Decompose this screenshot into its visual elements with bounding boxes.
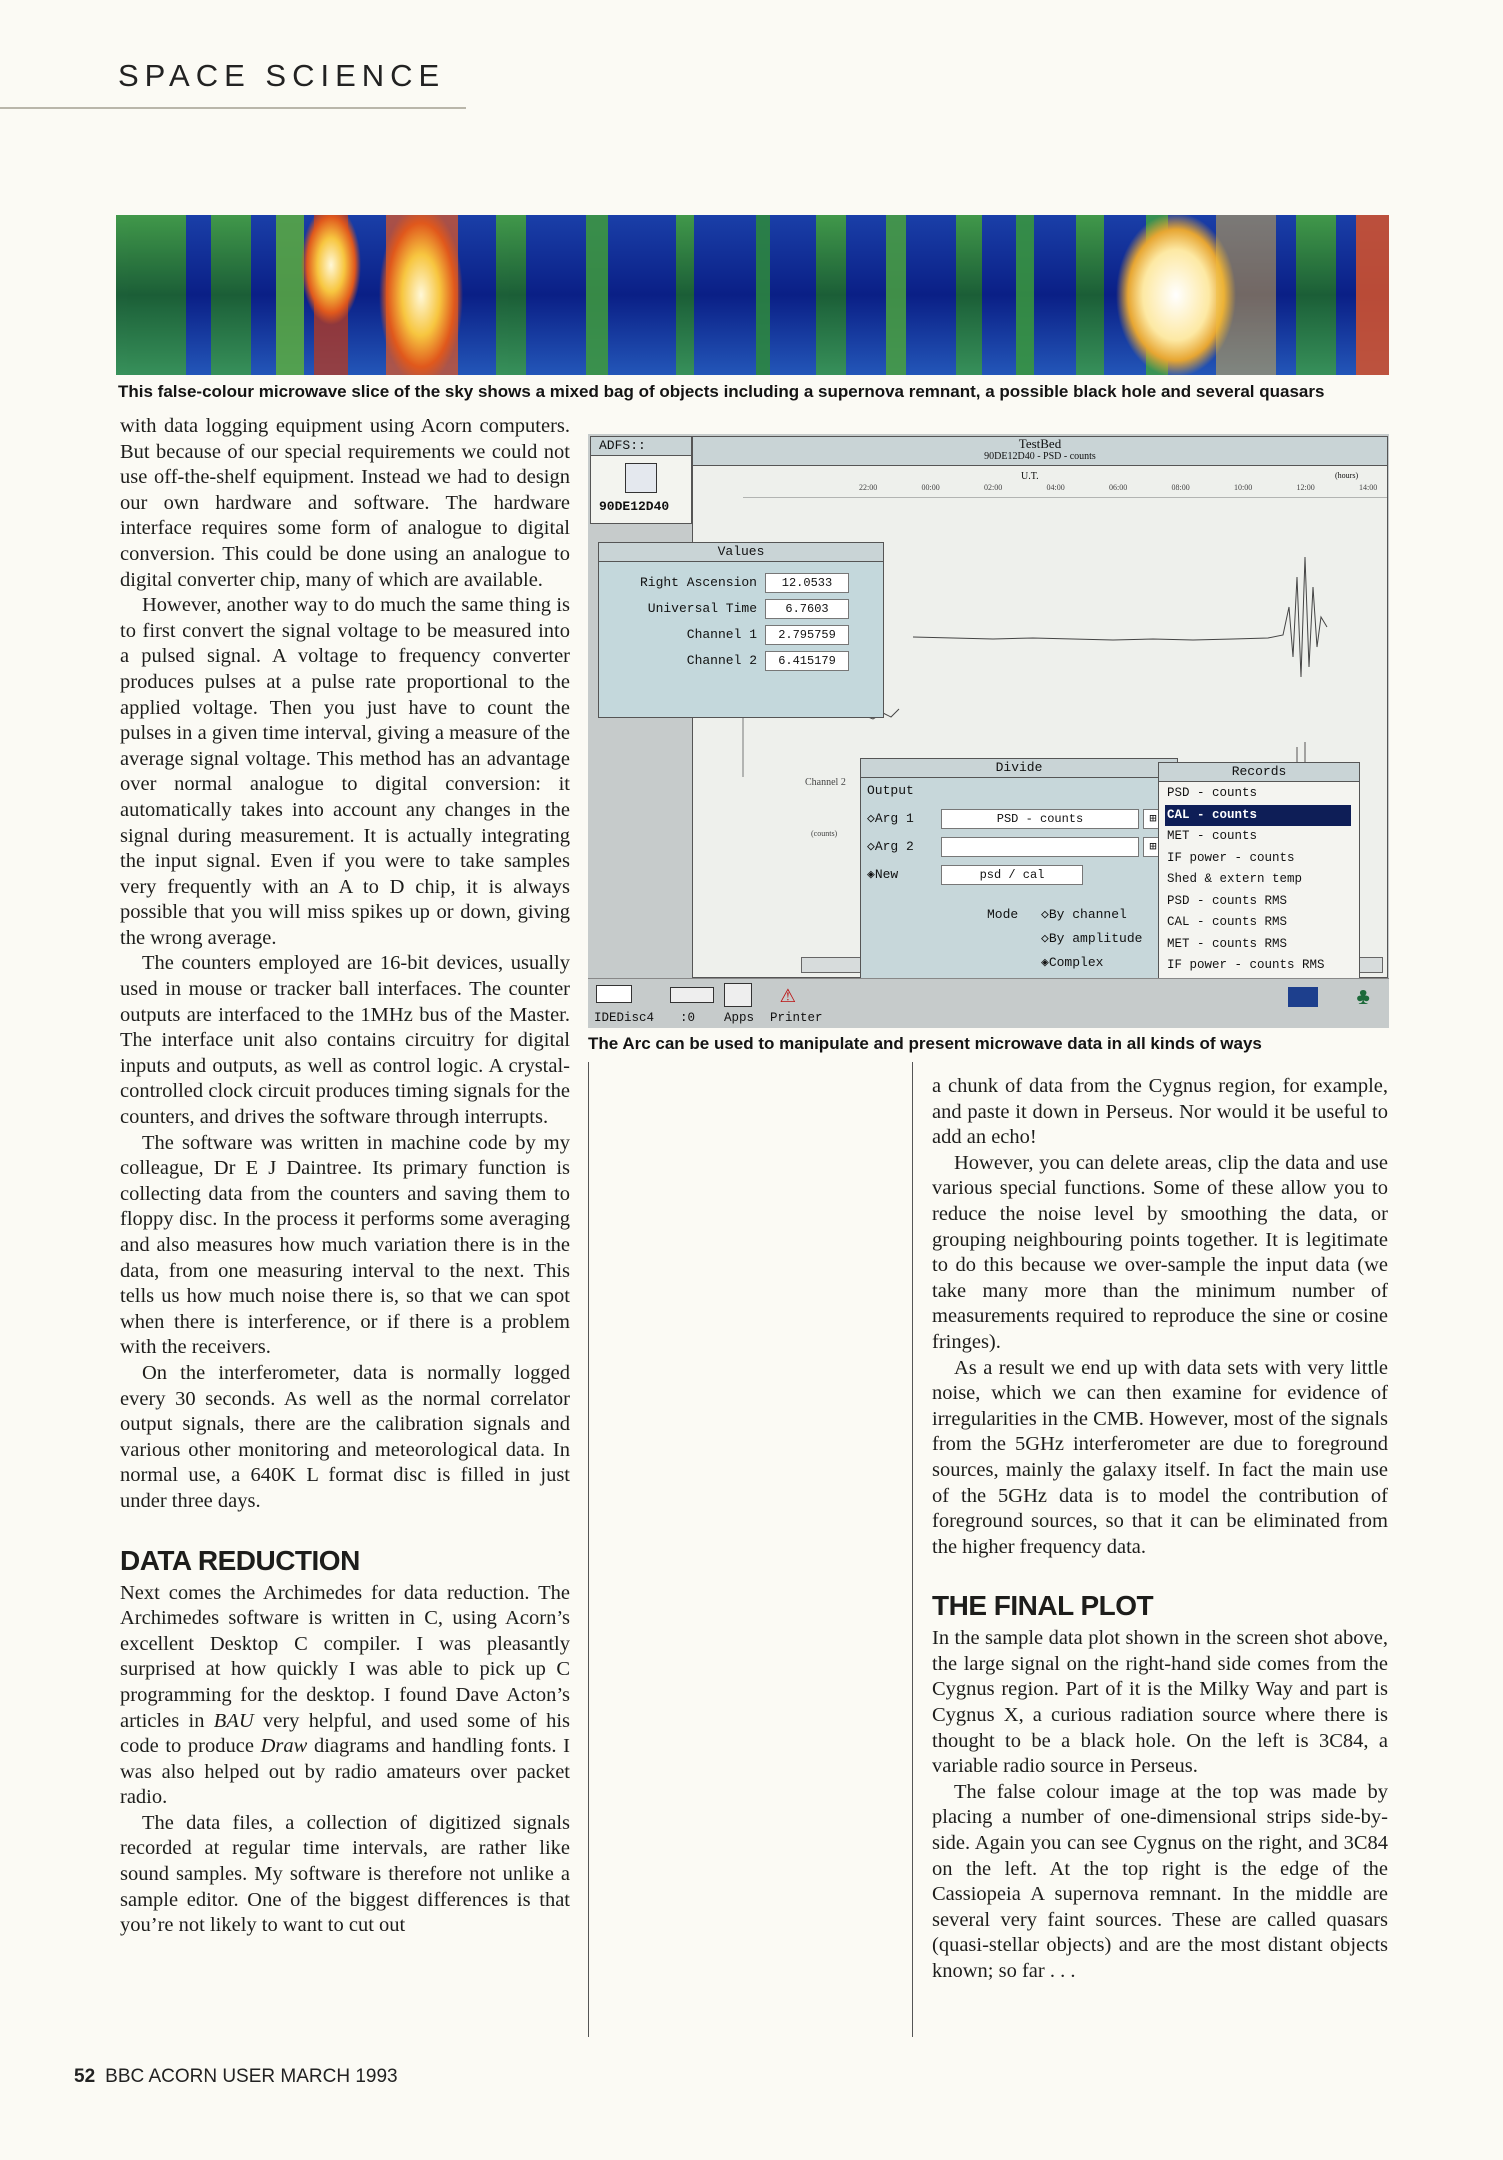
iconbar-label-idedisc: IDEDisc4 xyxy=(594,1011,655,1025)
arg2-field[interactable] xyxy=(941,837,1139,857)
col1-paragraph: On the interferometer, data is normally logged every 30 seconds. As well as the normal correlator output signals, there are the calibration signals and various other monitoring and meteorological data. In normal use, a 640K L format disc is filled in just under three days. xyxy=(120,1361,570,1512)
values-list xyxy=(599,571,883,675)
channel-2-axis-label: Channel 2 xyxy=(805,777,846,788)
counts-axis-label: (counts) xyxy=(811,829,838,838)
printer-warning-icon[interactable]: ⚠ xyxy=(780,980,796,1010)
arg1-radio[interactable]: ◇Arg 1 xyxy=(867,811,914,826)
values-label: Universal Time xyxy=(647,601,757,616)
arg2-menu-icon[interactable]: ⊞ xyxy=(1143,837,1163,857)
testbed-subtitle: 90DE12D40 - PSD - counts xyxy=(984,451,1096,462)
draw-title: Draw xyxy=(260,1735,308,1758)
ut-axis-label: U.T. xyxy=(1021,471,1039,482)
filer-window[interactable] xyxy=(590,436,692,524)
col1-paragraph: Next comes the Archimedes for data reduction. The Archimedes software is written in C, using Acorn’s excellent Desktop C compiler. I was pleasantly surprised at how quickly I was able to pick up C programming for the desktop. I found Dave Acton’s articles in BAU very helpful, and used some of his code to produce Draw diagrams and handling fonts. I was also helped out by radio amateurs over packet radio. xyxy=(120,1581,570,1809)
page-footer xyxy=(74,2066,398,2088)
col3-paragraph: The false colour image at the top was made by placing a number of one-dimensional strips side-by-side. Again you can see Cygnus on the right, and 3C84 on the left. At the top right is the edge of the Cassiopeia A supernova remnant. In the middle are several very faint sources. These are called quasars (quasi-stellar objects) and are the most distant objects known; so far . . . xyxy=(932,1780,1388,1982)
header-rule xyxy=(0,107,466,109)
acorn-icon[interactable]: ♣ xyxy=(1356,985,1371,1012)
records-titlebar: Records xyxy=(1159,763,1359,782)
values-window[interactable] xyxy=(598,542,884,718)
values-row xyxy=(599,571,883,597)
records-item[interactable]: IF power - counts xyxy=(1167,850,1295,865)
time-tick-label: 14:00 xyxy=(1359,483,1378,492)
records-item[interactable]: PSD - counts xyxy=(1167,786,1258,800)
values-field: 2.795759 xyxy=(765,625,849,645)
records-list xyxy=(1159,783,1359,977)
ram-disc-icon[interactable] xyxy=(670,987,714,1003)
false-colour-sky-image xyxy=(116,215,1389,375)
col1-paragraph: The data files, a collection of digitized signals recorded at regular time intervals, are rather like sound samples. My software is therefore not unlike a sample editor. One of the biggest differences is that you’re not likely to want to cut out xyxy=(120,1811,570,1937)
records-menu[interactable] xyxy=(1158,762,1360,982)
col1-paragraph: with data logging equipment using Acorn computers. But because of our special requirements we could not use off-the-shelf equipment. Instead we had to design our own hardware and software. The hardware interface requires some form of analogue to digital conversion. This could be done using an analogue to digital converter chip, many of which are available. xyxy=(120,415,570,591)
values-titlebar[interactable]: Values xyxy=(599,543,883,562)
records-item[interactable]: PSD - counts RMS xyxy=(1167,893,1288,908)
records-item[interactable]: IF power - counts RMS xyxy=(1167,958,1325,972)
time-tick-label: 10:00 xyxy=(1234,483,1253,492)
values-row xyxy=(599,597,883,623)
time-tick-label: 12:00 xyxy=(1296,483,1315,492)
testbed-title: TestBed xyxy=(1018,436,1062,451)
arg1-menu-icon[interactable]: ⊞ xyxy=(1143,809,1163,829)
records-item-selected[interactable]: CAL - counts xyxy=(1165,805,1351,827)
arc-desktop-screenshot xyxy=(588,434,1389,1028)
icon-bar xyxy=(588,978,1389,1028)
testbed-titlebar[interactable] xyxy=(693,437,1387,466)
col1-paragraph: The counters employed are 16-bit devices, usually used in mouse or tracker ball interfaces. The counter outputs are interfaced to the 1MHz bus of the Master. The interface unit also contains circuitry for digital inputs and outputs, as well as control logic. A crystal-controlled clock circuit produces timing signals for the counters, and drives the software through interrupts. xyxy=(120,952,570,1129)
iconbar-label-apps: Apps xyxy=(724,1011,755,1025)
col1-paragraph: The software was written in machine code by my colleague, Dr E J Daintree. Its primary function is collecting data from the counters and saving them to floppy disc. In the process it performs some averaging and also measures how much variation there is in the data, from one measuring interval to the next. This tells us how much noise there is, so that we can spot when there is interference, or if there is a problem with the receivers. xyxy=(120,1131,570,1359)
values-label: Channel 1 xyxy=(686,627,757,642)
records-item[interactable]: CAL - counts RMS xyxy=(1167,915,1288,929)
mode-complex-radio[interactable]: ◈Complex xyxy=(1041,955,1104,970)
iconbar-label-ram: :0 xyxy=(680,1011,696,1025)
time-tick-label: 22:00 xyxy=(859,483,878,492)
time-tick-label: 02:00 xyxy=(984,483,1003,492)
screenshot-caption: The Arc can be used to manipulate and present microwave data in all kinds of ways xyxy=(588,1034,1262,1053)
values-label: Right Ascension xyxy=(639,575,757,590)
col3-paragraph: However, you can delete areas, clip the data and use various special functions. Some of these allow you to reduce the noise level by smoothing the data, or grouping neighbouring points together. It is legitimate to do this because we over-sample the input data (we take many more than the minimum number of measurements required to reproduce the sine or cosine fringes). xyxy=(932,1151,1388,1353)
time-tick-label: 06:00 xyxy=(1109,483,1128,492)
disc-drive-icon[interactable] xyxy=(596,985,632,1003)
output-label: Output xyxy=(867,783,914,798)
hours-label: (hours) xyxy=(1335,471,1359,480)
data-reduction-heading: DATA REDUCTION xyxy=(120,1544,360,1576)
mode-by-channel-radio[interactable]: ◇By channel xyxy=(1041,907,1127,922)
bau-title: BAU xyxy=(213,1709,254,1732)
values-row xyxy=(599,623,883,649)
mode-label: Mode xyxy=(987,907,1019,922)
values-row xyxy=(599,649,883,675)
directory-icon[interactable] xyxy=(625,463,657,493)
records-item[interactable]: Shed & extern temp xyxy=(1167,872,1303,886)
mode-by-amplitude-radio[interactable]: ◇By amplitude xyxy=(1041,931,1143,946)
arg2-radio[interactable]: ◇Arg 2 xyxy=(867,839,914,854)
magazine-issue: BBC ACORN USER MARCH 1993 xyxy=(105,2066,398,2087)
column-rule xyxy=(588,1062,589,2037)
col3-paragraph: As a result we end up with data sets with very little noise, which we can then examine for evidence of irregularities in the CMB. However, most of the signals from the 5GHz interferometer are due to foreground sources, mainly the galaxy itself. In fact the main use of the 5GHz data is to model the contribution of foreground sources, so that it can be eliminated from the higher frequency data. xyxy=(932,1356,1388,1558)
sky-image-caption: This false-colour microwave slice of the sky shows a mixed bag of objects including a supernova remnant, a possible black hole and several quasars xyxy=(118,382,1325,401)
apps-icon[interactable] xyxy=(724,983,752,1007)
new-name-field[interactable]: psd / cal xyxy=(941,865,1083,885)
section-title: SPACE SCIENCE xyxy=(118,58,446,93)
arg1-field[interactable]: PSD - counts xyxy=(941,809,1139,829)
com-icon[interactable] xyxy=(1288,987,1318,1007)
disc-name: 90DE12D40 xyxy=(599,499,670,514)
divide-titlebar[interactable]: Divide xyxy=(861,759,1177,778)
column-3 xyxy=(932,1074,1388,1985)
column-rule xyxy=(912,1062,913,2037)
time-tick-label: 04:00 xyxy=(1046,483,1065,492)
iconbar-label-printer: Printer xyxy=(770,1011,823,1025)
records-item[interactable]: MET - counts xyxy=(1167,829,1258,843)
new-radio[interactable]: ◈New xyxy=(867,867,899,882)
col3-paragraph: a chunk of data from the Cygnus region, for example, and paste it down in Perseus. Nor would it be useful to add an echo! xyxy=(932,1075,1388,1149)
filer-titlebar[interactable]: ADFS:: xyxy=(591,437,691,456)
time-tick-label: 08:00 xyxy=(1171,483,1190,492)
time-axis xyxy=(859,483,1378,497)
final-plot-heading: THE FINAL PLOT xyxy=(932,1590,1154,1622)
values-field: 6.7603 xyxy=(765,599,849,619)
values-label: Channel 2 xyxy=(686,653,757,668)
col1-paragraph: However, another way to do much the same thing is to first convert the signal voltage to be measured into a pulsed signal. A voltage to frequency converter produces pulses at a pulse rate proportional to the applied voltage. Then you just have to count the pulses in a given time interval, giving a measure of the average signal voltage. This method has an advantage over normal analogue to digital conversion: it automatically takes into account any changes in the signal during measurement. It is actually integrating the input signal. Even if you were to take samples very frequently with an A to D chip, it is always possible that you will miss spikes up or down, giving the wrong average. xyxy=(120,594,570,949)
column-1 xyxy=(120,414,570,1939)
col3-paragraph: In the sample data plot shown in the screen shot above, the large signal on the right-hand side comes from the Cygnus region. Part of it is the Milky Way and part is Cygnus X, a curious radiation source where there is thought to be a black hole. On the left is 3C84, a variable radio source in Perseus. xyxy=(932,1627,1388,1778)
records-item[interactable]: MET - counts RMS xyxy=(1167,936,1288,951)
time-tick-label: 00:00 xyxy=(921,483,940,492)
values-field: 12.0533 xyxy=(765,573,849,593)
page-number: 52 xyxy=(74,2066,96,2087)
values-field: 6.415179 xyxy=(765,651,849,671)
